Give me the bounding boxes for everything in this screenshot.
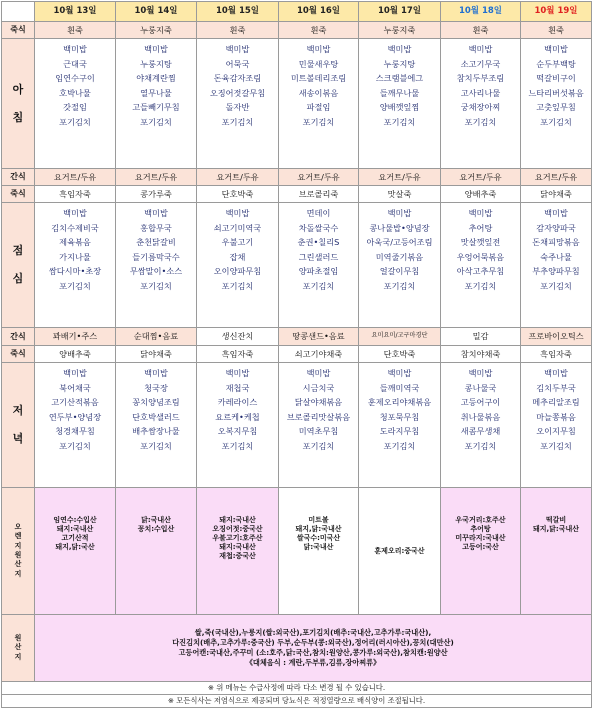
menu-item: 호박나물 — [59, 87, 91, 98]
menu-item: 포기김치 — [464, 116, 497, 127]
menu-item: 백미밥 — [306, 44, 331, 54]
menu-item: 열무나물 — [140, 87, 172, 98]
porridge-evening-label: 죽식 — [2, 346, 35, 363]
menu-item: 고등어구이 — [460, 397, 501, 408]
menu-item: 아욱국/고등어조림 — [366, 237, 433, 248]
date-header-row — [2, 2, 592, 22]
menu-item: 청국장 — [144, 382, 168, 393]
menu-item: 근대국 — [63, 58, 87, 69]
breakfast-cell — [279, 39, 359, 169]
porridge-morning-cell: 흰죽 — [521, 22, 592, 39]
origin-line: 돼지,닭:국내산 — [295, 525, 342, 533]
menu-item: 백미밥 — [63, 44, 87, 54]
porridge-evening-cell: 흑임자죽 — [521, 346, 592, 363]
menu-item: 포기김치 — [302, 280, 335, 291]
date-header: 10월 18일 — [441, 2, 521, 22]
menu-item: 배추쌈장나물 — [132, 426, 180, 437]
origin-cell — [279, 488, 359, 615]
snack-morning-cell: 요거트/두유 — [521, 169, 592, 186]
breakfast-cell — [521, 39, 592, 169]
origin-line: 돼지,닭:국산 — [55, 543, 95, 551]
menu-item: 느타리버섯볶음 — [528, 87, 584, 98]
menu-item: 그린샐러드 — [298, 251, 339, 262]
menu-item: 임연수구이 — [55, 73, 95, 84]
menu-item: 스크램블에그 — [375, 73, 424, 84]
menu-item: 취나물볶음 — [460, 411, 501, 422]
menu-item: 백미밥 — [306, 368, 331, 378]
origin-cell — [197, 488, 279, 615]
menu-item: 우엉어묵볶음 — [456, 251, 505, 262]
menu-item: 누룽지탕 — [140, 58, 172, 69]
dinner-cell — [116, 363, 197, 488]
menu-item: 포기김치 — [383, 440, 416, 451]
dinner-row — [2, 363, 592, 488]
origin-common-label — [2, 615, 35, 682]
menu-item: 오이양파무침 — [213, 266, 262, 277]
menu-item: 닭살야채볶음 — [294, 397, 343, 408]
menu-item: 시금치국 — [302, 382, 335, 393]
origin-line: 돼지:국내산 — [219, 543, 256, 551]
lunch-row — [2, 203, 592, 328]
lunch-cell — [441, 203, 521, 328]
menu-item: 부추양파무침 — [532, 266, 580, 277]
menu-item: 백미밥 — [144, 44, 168, 54]
porridge-morning-cell: 흰죽 — [441, 22, 521, 39]
lunch-label-char: 점 — [12, 244, 24, 258]
breakfast-cell — [35, 39, 116, 169]
menu-item: 김치수제비국 — [51, 222, 99, 233]
lunch-cell — [197, 203, 279, 328]
date-header: 10월 14일 — [116, 2, 197, 22]
lunch-cell — [521, 203, 592, 328]
menu-item: 백미밥 — [63, 208, 87, 218]
origin-cell — [441, 488, 521, 615]
dinner-label-char: 저 — [12, 404, 24, 418]
menu-item: 포기김치 — [59, 116, 91, 127]
origin-week-row — [2, 488, 592, 615]
origin-label-char: 원 — [14, 551, 22, 559]
origin-line: 쌀국수:미국산 — [296, 534, 341, 542]
menu-item: 포기김치 — [540, 116, 572, 127]
porridge-noon-cell: 맛살죽 — [359, 186, 441, 203]
menu-item: 포기김치 — [59, 440, 91, 451]
menu-item: 백미밥 — [225, 368, 250, 378]
origin-week-label — [2, 488, 35, 615]
menu-item: 양배깻잎찜 — [379, 102, 420, 113]
menu-item: 무쌈말이•소스 — [129, 266, 183, 277]
menu-item: 포기김치 — [140, 280, 172, 291]
date-header: 10월 13일 — [35, 2, 116, 22]
origin-line: 훈제오리:중국산 — [374, 546, 425, 555]
weekly-meal-table — [1, 1, 592, 708]
snack-morning-cell: 요거트/두유 — [441, 169, 521, 186]
origin-label-char: 원 — [14, 633, 22, 642]
origin-common-cell — [35, 615, 592, 682]
menu-item: 돌자반 — [225, 102, 250, 113]
dinner-cell — [441, 363, 521, 488]
menu-item: 궁채장아찌 — [460, 102, 501, 113]
origin-line: 미트볼 — [308, 516, 329, 524]
origin-label-char: 지 — [14, 652, 22, 661]
menu-item: 쌈다시마•초장 — [48, 266, 102, 277]
origin-line: 닭:국내산 — [141, 516, 171, 524]
menu-item: 백미밥 — [468, 368, 493, 378]
origin-line: 고기산적 — [61, 534, 89, 542]
menu-item: 파절임 — [306, 102, 331, 113]
origin-line: 임연수:수입산 — [53, 516, 97, 524]
dinner-cell — [35, 363, 116, 488]
lunch-cell — [279, 203, 359, 328]
lunch-label-char: 심 — [12, 272, 24, 285]
lunch-cell — [116, 203, 197, 328]
snack-afternoon-cell: 밀감 — [441, 328, 521, 346]
snack-morning-cell: 요거트/두유 — [116, 169, 197, 186]
porridge-noon-cell: 흑임자죽 — [35, 186, 116, 203]
menu-item: 미역줄기볶음 — [375, 251, 424, 262]
breakfast-label-char: 아 — [12, 82, 24, 96]
menu-item: 미트볼데리조림 — [290, 73, 347, 84]
origin-common-line: 《대체음식 : 계란,두부류,김류,장아찌류》 — [245, 658, 381, 667]
origin-label-char: 렌 — [14, 532, 22, 541]
porridge-noon-cell: 콩가루죽 — [116, 186, 197, 203]
origin-line: 추어탕 — [470, 525, 491, 533]
origin-line: 떡갈비 — [545, 516, 567, 524]
menu-item: 고기산적볶음 — [51, 397, 99, 408]
menu-item: 돈육감자조림 — [213, 73, 262, 84]
menu-item: 포기김치 — [221, 116, 254, 127]
menu-item: 미역초무침 — [298, 426, 339, 437]
snack-morning-row — [2, 169, 592, 186]
menu-item: 포기김치 — [540, 280, 572, 291]
origin-cell — [521, 488, 592, 615]
origin-label-char: 지 — [14, 541, 22, 550]
porridge-evening-row — [2, 346, 592, 363]
origin-cell — [35, 488, 116, 615]
porridge-morning-cell: 흰죽 — [35, 22, 116, 39]
dinner-label — [2, 363, 35, 488]
menu-item: 고들빼기무침 — [132, 102, 180, 113]
menu-item: 돈채피망볶음 — [532, 237, 580, 248]
menu-item: 포기김치 — [464, 280, 497, 291]
menu-item: 숙주나물 — [540, 251, 572, 262]
origin-label-char: 산 — [14, 643, 22, 652]
porridge-evening-cell: 참치야채죽 — [441, 346, 521, 363]
menu-item: 차돌쌀국수 — [298, 222, 339, 233]
menu-item: 백미밥 — [225, 44, 250, 54]
menu-item: 백미밥 — [468, 44, 493, 54]
breakfast-cell — [197, 39, 279, 169]
porridge-morning-cell: 흰죽 — [279, 22, 359, 39]
porridge-noon-cell: 닭야채죽 — [521, 186, 592, 203]
menu-item: 춘천닭갈비 — [136, 237, 176, 248]
notice-row — [2, 682, 592, 695]
origin-label-char: 지 — [14, 569, 22, 578]
porridge-morning-cell: 누룽지죽 — [359, 22, 441, 39]
menu-item: 얼갈이무침 — [379, 266, 420, 277]
menu-item: 고춧잎무침 — [536, 102, 576, 113]
menu-item: 카레라이스 — [217, 397, 258, 408]
breakfast-label-char: 침 — [12, 110, 24, 124]
menu-item: 잡채 — [229, 251, 246, 262]
snack-afternoon-label: 간식 — [2, 328, 35, 346]
snack-afternoon-cell: 꽈배기•주스 — [35, 328, 116, 346]
menu-item: 고사리나물 — [460, 87, 501, 98]
origin-line: 미꾸라지:국내산 — [455, 534, 506, 542]
menu-item: 어묵국 — [225, 58, 250, 69]
dinner-cell — [521, 363, 592, 488]
menu-item: 홍합무국 — [140, 222, 172, 233]
menu-item: 춘권•칠리S — [297, 237, 340, 248]
menu-item: 포기김치 — [540, 440, 572, 451]
menu-item: 들깨미역국 — [379, 382, 420, 393]
menu-item: 참치두부조림 — [456, 73, 505, 84]
breakfast-label — [2, 39, 35, 169]
menu-item: 감자양파국 — [536, 222, 576, 233]
menu-item: 포기김치 — [383, 280, 416, 291]
origin-line: 재첩:중국산 — [219, 552, 256, 560]
origin-line: 고등어:국산 — [462, 543, 499, 551]
menu-item: 들기름막국수 — [132, 251, 180, 262]
breakfast-cell — [441, 39, 521, 169]
menu-item: 들깨무나물 — [379, 87, 420, 98]
dinner-cell — [359, 363, 441, 488]
origin-line: 우국거리:호주산 — [455, 516, 506, 524]
menu-item: 메추리알조림 — [532, 397, 580, 408]
dinner-label-char: 녁 — [12, 432, 24, 445]
menu-item: 훈제오리야채볶음 — [367, 397, 432, 408]
origin-line: 돼지,닭:국내산 — [532, 525, 580, 533]
porridge-evening-cell: 단호박죽 — [359, 346, 441, 363]
origin-common-line: 쌀,죽(국내산),누룽지(쌀:외국산),포기김치(배추:국내산,고추가루:국내산), — [194, 628, 432, 637]
notice-text: ※ 모든식사는 저염식으로 제공되며 당뇨식은 적정열량으로 배식양이 조절됩니다. — [2, 695, 592, 708]
menu-item: 콩나물국 — [464, 382, 497, 393]
menu-item: 백미밥 — [63, 368, 87, 378]
menu-item: 백미밥 — [544, 208, 568, 218]
menu-item: 포기김치 — [302, 440, 335, 451]
menu-item: 면데이 — [306, 208, 331, 218]
menu-item: 오징어젓갈무침 — [209, 87, 266, 98]
origin-line: 닭:국내산 — [303, 543, 334, 551]
porridge-morning-label: 죽식 — [2, 22, 35, 39]
menu-item: 새송이볶음 — [298, 87, 339, 98]
origin-label-char: 산 — [14, 560, 22, 569]
menu-item: 꽁치양념조림 — [132, 397, 180, 408]
breakfast-cell — [359, 39, 441, 169]
porridge-noon-row — [2, 186, 592, 203]
porridge-morning-cell: 누룽지죽 — [116, 22, 197, 39]
menu-item: 백미밥 — [225, 208, 250, 218]
origin-common-line: 고등어캔:국내산,주꾸미 (소:호주,닭:국산,참치:원양산,콩가루:외국산),참치캔:원양산 — [178, 648, 448, 657]
snack-morning-label: 간식 — [2, 169, 35, 186]
origin-cell — [116, 488, 197, 615]
menu-item: 청경채무침 — [55, 426, 95, 437]
origin-cell — [359, 488, 441, 615]
date-header: 10월 16일 — [279, 2, 359, 22]
porridge-evening-cell: 쇠고기야채죽 — [279, 346, 359, 363]
breakfast-row — [2, 39, 592, 169]
menu-item: 콩나물밥•양념장 — [369, 222, 430, 233]
menu-item: 요르케•케첩 — [215, 411, 260, 422]
menu-item: 북어채국 — [59, 382, 91, 393]
menu-item: 연두부•양념장 — [48, 411, 102, 422]
menu-item: 포기김치 — [464, 440, 497, 451]
origin-common-line: 다진김치(배추,고추가루:중국산) 두부,순두부(콩:외국산),정어리(러시아산),꽁치(대만산) — [172, 638, 454, 647]
menu-item: 백미밥 — [144, 208, 168, 218]
origin-label-char: 오 — [14, 522, 22, 531]
dinner-cell — [197, 363, 279, 488]
menu-item: 백미밥 — [387, 368, 412, 378]
menu-item: 백미밥 — [544, 368, 568, 378]
menu-item: 포기김치 — [302, 116, 335, 127]
snack-afternoon-cell: 요미요미/고구마경단 — [359, 328, 441, 346]
lunch-cell — [35, 203, 116, 328]
menu-item: 우불고기 — [221, 237, 254, 248]
origin-common-row — [2, 615, 592, 682]
snack-morning-cell: 요거트/두유 — [197, 169, 279, 186]
menu-item: 오이지무침 — [536, 426, 576, 437]
porridge-noon-cell: 양배추죽 — [441, 186, 521, 203]
snack-afternoon-cell: 프로바이오틱스 — [521, 328, 592, 346]
menu-item: 백미밥 — [144, 368, 168, 378]
menu-item: 백미밥 — [544, 44, 568, 54]
breakfast-cell — [116, 39, 197, 169]
menu-item: 마늘쫑볶음 — [536, 411, 576, 422]
menu-item: 추어탕 — [468, 222, 493, 233]
menu-item: 오복지무침 — [217, 426, 258, 437]
menu-item: 갓절임 — [63, 102, 87, 113]
menu-item: 제육볶음 — [59, 237, 91, 248]
porridge-evening-cell: 흑임자죽 — [197, 346, 279, 363]
menu-item: 백미밥 — [468, 208, 493, 218]
menu-item: 떡갈비구이 — [536, 73, 576, 84]
menu-item: 청포묵무침 — [379, 411, 420, 422]
origin-line: 꽁치:수입산 — [137, 525, 175, 533]
menu-item: 소고기무국 — [460, 58, 501, 69]
porridge-evening-cell: 닭야채죽 — [116, 346, 197, 363]
snack-afternoon-cell: 생신잔치 — [197, 328, 279, 346]
snack-morning-cell: 요거트/두유 — [359, 169, 441, 186]
menu-item: 브로콜리맛살볶음 — [286, 411, 351, 422]
porridge-noon-cell: 단호박죽 — [197, 186, 279, 203]
porridge-noon-label: 죽식 — [2, 186, 35, 203]
menu-item: 포기김치 — [59, 280, 91, 291]
snack-morning-cell: 요거트/두유 — [35, 169, 116, 186]
menu-item: 새콤무생채 — [460, 426, 501, 437]
menu-item: 포기김치 — [140, 440, 172, 451]
menu-item: 가지나물 — [59, 251, 91, 262]
menu-item: 백미밥 — [387, 44, 412, 54]
menu-item: 아삭고추무침 — [456, 266, 505, 277]
menu-item: 포기김치 — [383, 116, 416, 127]
menu-item: 순두부백탕 — [536, 58, 576, 69]
origin-line: 우불고기:호주산 — [212, 534, 263, 542]
origin-line: 돼지:국내산 — [219, 516, 256, 524]
menu-item: 포기김치 — [140, 116, 172, 127]
menu-item: 민물새우탕 — [298, 58, 339, 69]
menu-item: 양파초절임 — [298, 266, 339, 277]
notice-text: ※ 위 메뉴는 수급사정에 따라 다소 변경 될 수 있습니다. — [2, 682, 592, 695]
origin-line: 오징어젓:중국산 — [212, 525, 263, 533]
menu-item: 김치두부국 — [536, 382, 576, 393]
snack-afternoon-cell: 땅콩샌드•음료 — [279, 328, 359, 346]
lunch-label — [2, 203, 35, 328]
menu-item: 쇠고기미역국 — [213, 222, 262, 233]
lunch-cell — [359, 203, 441, 328]
menu-item: 누룽지탕 — [383, 58, 416, 69]
notice-row — [2, 695, 592, 708]
menu-item: 재첩국 — [225, 382, 250, 393]
menu-item: 맛살깻잎전 — [460, 237, 501, 248]
menu-item: 도라지무침 — [379, 426, 420, 437]
menu-item: 백미밥 — [387, 208, 412, 218]
date-header: 10월 17일 — [359, 2, 441, 22]
snack-afternoon-row — [2, 328, 592, 346]
porridge-noon-cell: 브로콜리죽 — [279, 186, 359, 203]
porridge-evening-cell: 양배추죽 — [35, 346, 116, 363]
porridge-morning-row — [2, 22, 592, 39]
header-corner — [2, 2, 35, 22]
porridge-morning-cell: 흰죽 — [197, 22, 279, 39]
menu-item: 포기김치 — [221, 280, 254, 291]
date-header: 10월 15일 — [197, 2, 279, 22]
menu-item: 야채계란찜 — [136, 73, 176, 84]
menu-item: 포기김치 — [221, 440, 254, 451]
snack-morning-cell: 요거트/두유 — [279, 169, 359, 186]
menu-item: 단호박샐러드 — [132, 411, 180, 422]
dinner-cell — [279, 363, 359, 488]
snack-afternoon-cell: 순대찜•음료 — [116, 328, 197, 346]
origin-line: 돼지:국내산 — [56, 525, 94, 533]
date-header: 10월 19일 — [521, 2, 592, 22]
